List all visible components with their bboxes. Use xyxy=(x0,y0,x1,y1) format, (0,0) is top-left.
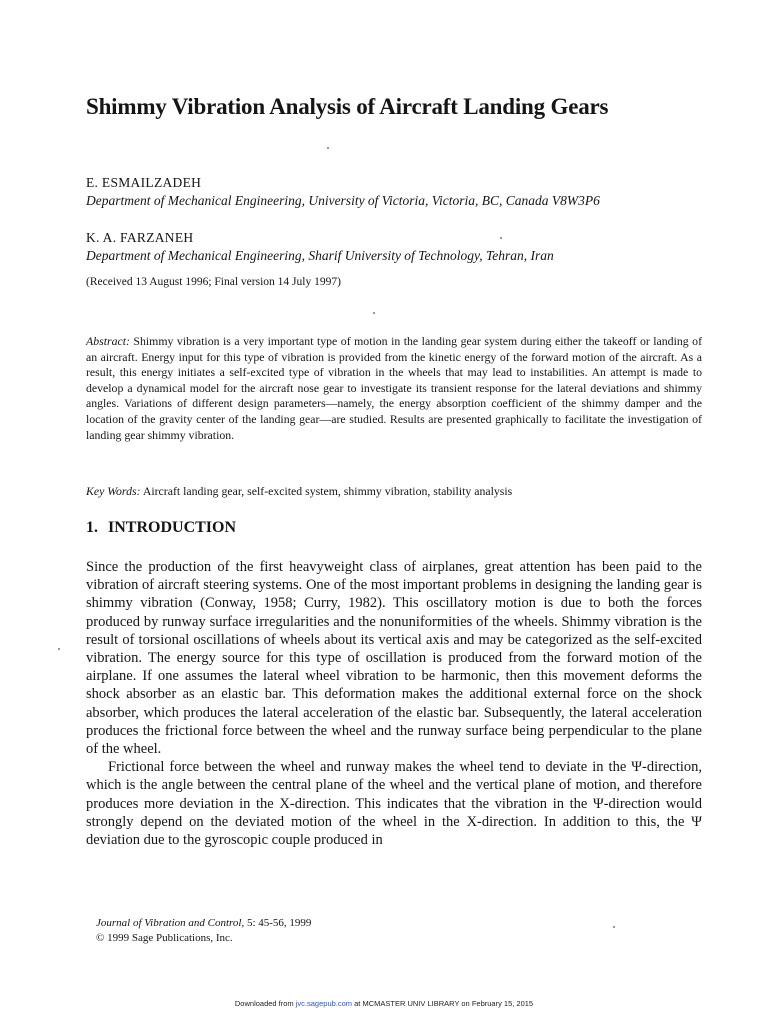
section-title: INTRODUCTION xyxy=(108,519,237,536)
abstract-text: Shimmy vibration is a very important type of motion in the landing gear system during either the takeoff or landing of an aircraft. Energy input for this type of vibration is provided from the kinetic energy of the forward motion of the aircraft. As a result, this energy initiates a self-excited type of vibration in the wheels that may lead to instabilities. An attempt is made to develop a dynamical model for the aircraft nose gear to investigate its transient response for the lateral deviations and shimmy angles. Variations of different design parameters—namely, the energy absorption coefficient of the shimmy damper and the location of the gravity center of the landing gear—are studied. Results are presented graphically to facilitate the investigation of landing gear shimmy vibration. xyxy=(86,334,702,442)
author-name: K. A. FARZANEH xyxy=(86,230,194,245)
scan-speck xyxy=(327,147,329,149)
paper-title: Shimmy Vibration Analysis of Aircraft Landing Gears xyxy=(86,94,609,119)
download-suffix: at MCMASTER UNIV LIBRARY on February 15, 2015 xyxy=(354,999,534,1008)
body-paragraph: Since the production of the first heavyweight class of airplanes, great attention has been paid to the vibration of aircraft steering systems. One of the most important problems in designing the landing gear is shimmy vibration (Conway, 1958; Curry, 1982). This oscillatory motion is due to both the forces produced by runway surface irregularities and the nonuniformities of the wheels. Shimmy vibration is the result of torsional oscillations of wheels about its vertical axis and may be categorized as the self-excited vibration. The energy source for this type of oscillation is produced from the forward motion of the airplane. If one assumes the lateral wheel vibration to be harmonic, then this movement deforms the shock absorber as an elastic bar. This deformation makes the additional external force on the shock absorber, which produces the lateral acceleration of the elastic bar. Subsequently, the lateral acceleration produces the frictional force between the wheel and the runway surface being perpendicular to the plane of the wheel. xyxy=(86,559,702,758)
abstract-label: Abstract: xyxy=(86,334,130,348)
scan-speck xyxy=(373,312,375,314)
scan-speck xyxy=(613,926,615,928)
author-name: E. ESMAILZADEH xyxy=(86,175,202,190)
paper-page xyxy=(86,0,702,1024)
journal-name: Journal of Vibration and Control, xyxy=(96,917,245,929)
section-heading xyxy=(86,519,236,537)
scan-speck xyxy=(500,237,502,239)
body-paragraph: Frictional force between the wheel and runway makes the wheel tend to deviate in the Ψ-direction, which is the angle between the central plane of the wheel and the vertical plane of motion, and therefore produces more deviation in the X-direction. This indicates that the vibration in the Ψ-direction would strongly depend on the deviated motion of the wheel in the X-direction. In addition to this, the Ψ deviation due to the gyroscopic couple produced in xyxy=(86,759,702,849)
keywords-text: Aircraft landing gear, self-excited system, shimmy vibration, stability analysis xyxy=(142,484,513,498)
journal-citation xyxy=(96,916,311,931)
journal-volume-pages: 5: 45-56, 1999 xyxy=(246,917,312,929)
keywords xyxy=(86,484,512,499)
author-affiliation: Department of Mechanical Engineering, Sharif University of Technology, Tehran, Iran xyxy=(86,248,554,263)
keywords-label: Key Words: xyxy=(86,484,141,498)
journal-reference xyxy=(96,916,311,946)
download-notice xyxy=(0,999,768,1008)
copyright-notice: © 1999 Sage Publications, Inc. xyxy=(96,932,233,944)
abstract xyxy=(86,334,702,443)
source-link[interactable]: jvc.sagepub.com xyxy=(295,999,353,1008)
section-body xyxy=(86,558,702,849)
download-prefix: Downloaded from xyxy=(234,999,294,1008)
section-number: 1. xyxy=(86,519,98,536)
scan-speck xyxy=(58,648,60,650)
author-affiliation: Department of Mechanical Engineering, University of Victoria, Victoria, BC, Canada V8W3P6 xyxy=(86,193,600,208)
received-dates: (Received 13 August 1996; Final version 14 July 1997) xyxy=(86,276,341,288)
